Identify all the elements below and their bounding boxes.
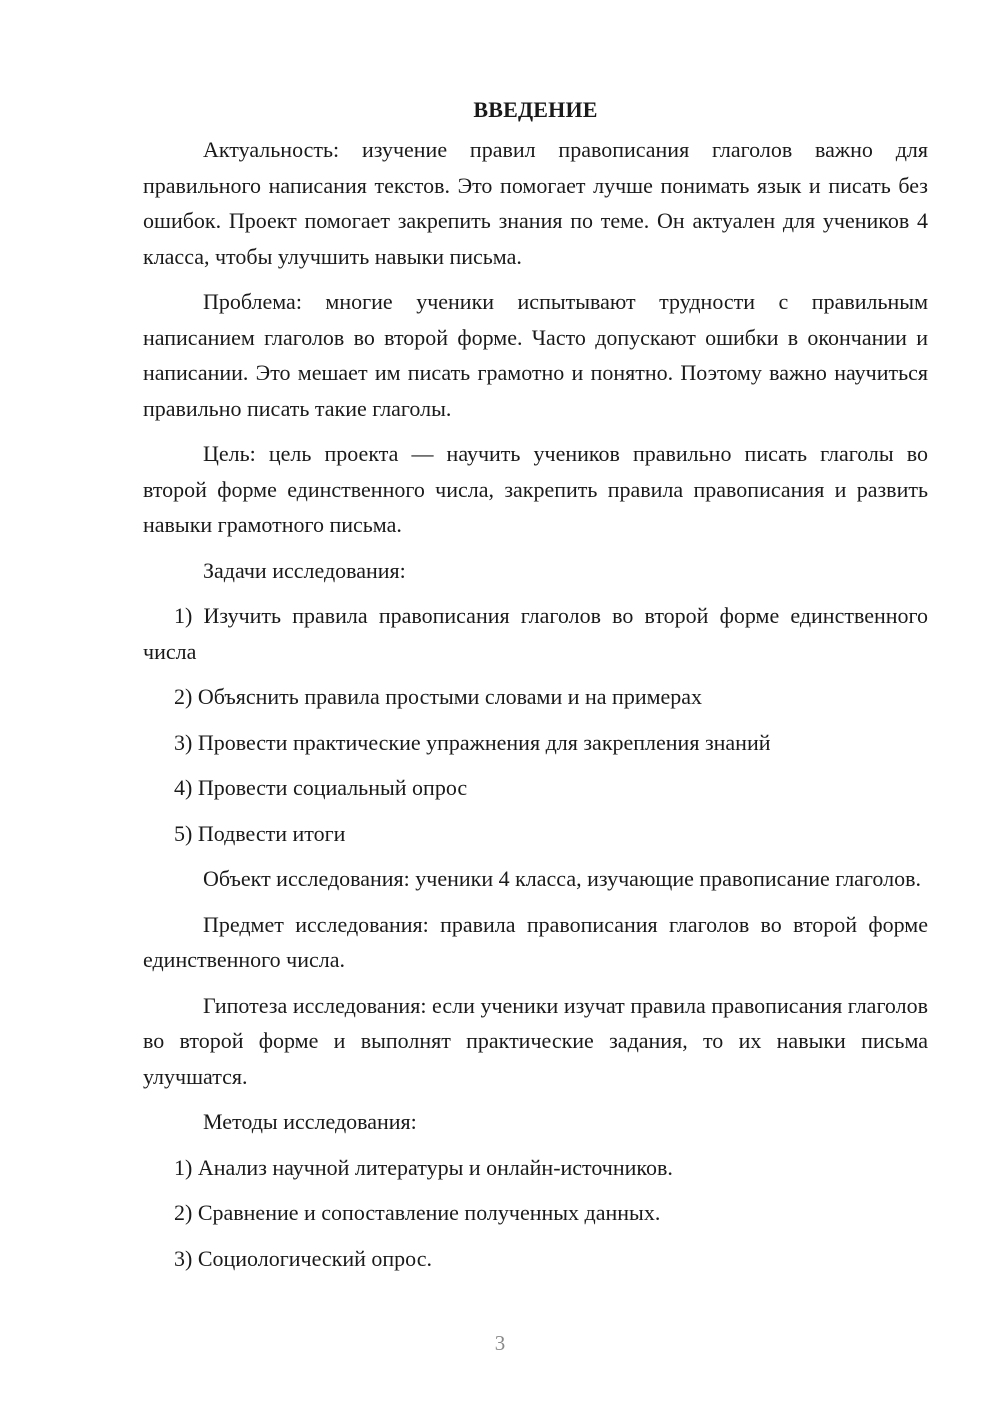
page-title: ВВЕДЕНИЕ [473, 97, 598, 122]
page-content [143, 92, 928, 1286]
goal-paragraph: Цель: цель проекта — научить учеников правильно писать глаголы во второй форме единственного числа, закрепить правила правописания и развить навыки грамотного письма. [143, 441, 928, 537]
hypothesis-paragraph: Гипотеза исследования: если ученики изучат правила правописания глаголов во второй форме и выполнят практические задания, то их навыки письма улучшатся. [143, 992, 928, 1089]
task-item: 3) Провести практические упражнения для закрепления знаний [174, 729, 771, 755]
problem-paragraph: Проблема: многие ученики испытывают трудности с правильным написанием глаголов во второй форме. Часто допускают ошибки в окончании и написании. Это мешает им писать грамотно и понятно. Поэтому важно научиться правильно писать такие глаголы. [143, 289, 928, 421]
methods-heading: Методы исследования: [203, 1109, 417, 1134]
page-number: 3 [494, 1331, 506, 1355]
task-item: 1) Изучить правила правописания глаголов во второй форме единственного числа [143, 603, 928, 664]
method-item: 2) Сравнение и сопоставление полученных данных. [174, 1200, 661, 1225]
object-paragraph: Объект исследования: ученики 4 класса, изучающие правописание глаголов. [203, 866, 921, 891]
task-item: 5) Подвести итоги [174, 820, 346, 846]
relevance-paragraph: Актуальность: изучение правил правописания глаголов важно для правильного написания текстов. Это помогает лучше понимать язык и писать без ошибок. Проект помогает закрепить знания по теме. Он актуален для учеников 4 класса, чтобы улучшить навыки письма. [143, 137, 928, 269]
tasks-heading: Задачи исследования: [203, 557, 406, 583]
method-item: 1) Анализ научной литературы и онлайн-источников. [174, 1154, 673, 1180]
task-item: 2) Объяснить правила простыми словами и на примерах [174, 684, 703, 709]
task-item: 4) Провести социальный опрос [174, 775, 468, 800]
method-item: 3) Социологический опрос. [174, 1245, 432, 1271]
subject-paragraph: Предмет исследования: правила правописания глаголов во второй форме единственного числа. [143, 911, 928, 972]
